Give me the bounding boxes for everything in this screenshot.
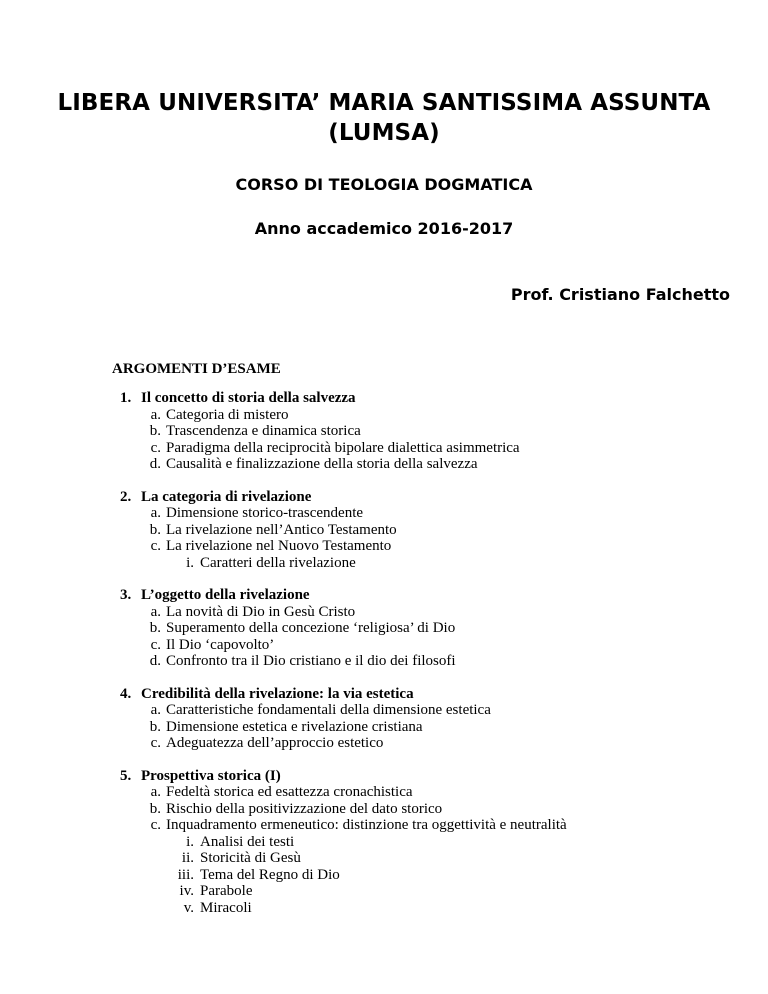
topic-1 — [120, 390, 740, 473]
subtopic-text: Causalità e finalizzazione della storia della salvezza — [166, 456, 478, 472]
subtopic-marker: b. — [149, 718, 161, 735]
subtopic-item — [120, 440, 740, 457]
sub-subtopic-text: Storicità di Gesù — [200, 850, 301, 866]
subtopic-item — [120, 538, 740, 555]
sub-subtopic-item — [120, 883, 740, 900]
sub-subtopic-text: Miracoli — [200, 899, 252, 916]
sub-subtopic-marker: i. — [186, 833, 194, 850]
subtopic-text: Trascendenza e dinamica storica — [166, 423, 361, 439]
sub-subtopic-text: Analisi dei testi — [200, 833, 295, 850]
subtopic-item — [120, 604, 740, 621]
subtopic-marker: d. — [149, 653, 161, 669]
subtopic-text: Superamento della concezione ‘religiosa’ di Dio — [166, 620, 456, 636]
subtopic-marker: c. — [150, 735, 161, 751]
subtopic-text: Caratteristiche fondamentali della dimensione estetica — [166, 702, 491, 718]
subtopic-marker: c. — [150, 538, 161, 554]
sub-subtopic-item — [120, 850, 740, 867]
topic-title — [120, 686, 740, 703]
subtopic-item — [120, 817, 740, 834]
subtopic-item — [120, 620, 740, 637]
topic-title — [120, 587, 740, 604]
subtopic-item — [120, 702, 740, 719]
topic-title-text: Credibilità della rivelazione: la via estetica — [141, 685, 414, 702]
subtopic-item — [120, 522, 740, 539]
subtopic-item — [120, 456, 740, 473]
sub-subtopic-item — [120, 867, 740, 884]
subtopic-item — [120, 423, 740, 440]
subtopic-item — [120, 505, 740, 522]
subtopic-text: Dimensione storico-trascendente — [166, 505, 364, 521]
subtopic-text: Adeguatezza dell’approccio estetico — [166, 735, 384, 751]
topic-title — [120, 489, 740, 506]
course-name: CORSO DI TEOLOGIA DOGMATICA — [235, 175, 533, 194]
sub-subtopic-item — [120, 900, 740, 917]
subtopic-marker: a. — [150, 784, 161, 800]
subtopic-text: La rivelazione nell’Antico Testamento — [166, 521, 397, 538]
title-line-1: LIBERA UNIVERSITA’ MARIA SANTISSIMA ASSUNTA — [57, 90, 711, 116]
subtopic-item — [120, 653, 740, 670]
topic-title — [120, 390, 740, 407]
document-title — [0, 88, 768, 148]
subtopic-text: La rivelazione nel Nuovo Testamento — [166, 538, 392, 554]
topic-number: 2. — [120, 488, 132, 505]
subtopic-text: Paradigma della reciprocità bipolare dialettica asimmetrica — [166, 439, 520, 456]
subtopic-text: Dimensione estetica e rivelazione cristiana — [166, 718, 423, 735]
subtopic-item — [120, 637, 740, 654]
sub-subtopic-marker: v. — [183, 899, 194, 916]
topic-title-text: Prospettiva storica (I) — [141, 767, 281, 784]
topic-number: 4. — [120, 685, 132, 702]
topic-4 — [120, 686, 740, 752]
subtopic-marker: b. — [149, 800, 161, 817]
subtopic-marker: c. — [150, 636, 161, 653]
sub-subtopic-marker: ii. — [181, 850, 194, 866]
subtopic-text: Rischio della positivizzazione del dato storico — [166, 800, 443, 817]
sub-subtopic-text: Caratteri della rivelazione — [200, 554, 356, 571]
sub-subtopic-text: Tema del Regno di Dio — [200, 866, 340, 883]
title-line-2: (LUMSA) — [328, 120, 440, 146]
topics-list — [120, 390, 740, 932]
sub-subtopic-marker: iv. — [179, 883, 194, 899]
professor-name: Prof. Cristiano Falchetto — [510, 285, 730, 304]
topic-number: 5. — [120, 767, 132, 784]
topic-title-text: La categoria di rivelazione — [141, 488, 312, 505]
topic-title-text: Il concetto di storia della salvezza — [141, 390, 356, 406]
subtopic-text: La novità di Dio in Gesù Cristo — [166, 603, 356, 620]
academic-year: Anno accademico 2016-2017 — [254, 219, 514, 238]
subtopic-marker: b. — [149, 423, 161, 439]
topic-number: 3. — [120, 587, 132, 603]
subtopic-marker: b. — [149, 620, 161, 636]
subtopic-item — [120, 801, 740, 818]
subtopic-marker: a. — [150, 702, 161, 718]
subtopic-text: Inquadramento ermeneutico: distinzione tra oggettività e neutralità — [166, 817, 567, 833]
subtopic-marker: b. — [149, 521, 161, 538]
topic-2 — [120, 489, 740, 572]
subtopic-marker: a. — [150, 603, 161, 620]
subtopic-text: Confronto tra il Dio cristiano e il dio dei filosofi — [166, 653, 456, 669]
subtopic-marker: a. — [150, 406, 161, 423]
subtopic-marker: d. — [149, 456, 161, 472]
topic-title — [120, 768, 740, 785]
topic-number: 1. — [120, 390, 132, 406]
subtopic-marker: c. — [150, 439, 161, 456]
topic-title-text: L’oggetto della rivelazione — [141, 587, 310, 603]
subtopic-marker: a. — [150, 505, 161, 521]
topic-5 — [120, 768, 740, 917]
sub-subtopic-marker: i. — [186, 554, 194, 571]
subtopic-text: Fedeltà storica ed esattezza cronachistica — [166, 784, 413, 800]
subtopic-item — [120, 719, 740, 736]
subtopic-marker: c. — [150, 817, 161, 833]
sub-subtopic-marker: iii. — [177, 866, 194, 883]
sub-subtopic-item — [120, 555, 740, 572]
sub-subtopic-text: Parabole — [200, 883, 253, 899]
topic-3 — [120, 587, 740, 670]
sub-subtopic-item — [120, 834, 740, 851]
section-heading: ARGOMENTI D’ESAME — [112, 361, 281, 377]
subtopic-text: Il Dio ‘capovolto’ — [166, 636, 275, 653]
subtopic-item — [120, 784, 740, 801]
subtopic-item — [120, 407, 740, 424]
subtopic-item — [120, 735, 740, 752]
subtopic-text: Categoria di mistero — [166, 406, 289, 423]
